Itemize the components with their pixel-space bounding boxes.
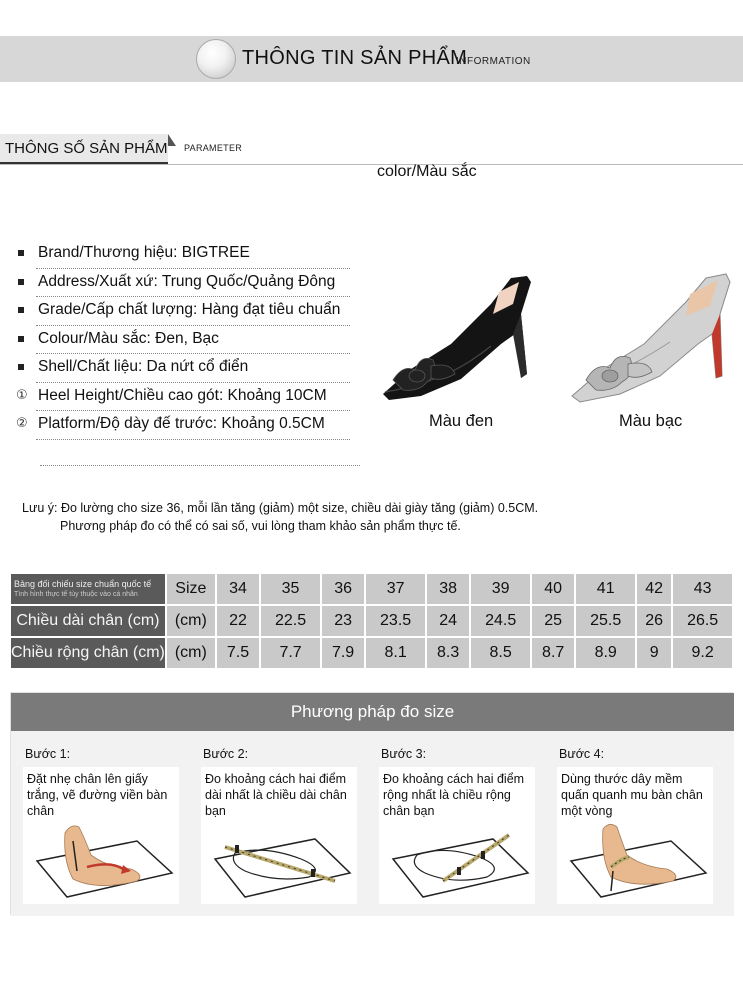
value-cell: 7.7 (260, 637, 321, 669)
circled-one-icon: ① (16, 386, 28, 402)
spec-text: Brand/Thương hiệu: BIGTREE (38, 244, 250, 261)
step-label: Bước 4: (559, 747, 605, 761)
square-bullet-icon (18, 364, 24, 370)
spec-item (18, 270, 350, 299)
spec-item (18, 298, 350, 327)
value-cell: 23 (321, 605, 365, 637)
value-cell: 8.7 (531, 637, 575, 669)
banner-circle-icon (196, 39, 236, 79)
value-cell: 8.5 (470, 637, 531, 669)
spec-item (18, 355, 350, 384)
value-cell: 23.5 (365, 605, 426, 637)
divider (40, 465, 360, 466)
note-line-1: Lưu ý: Đo lường cho size 36, mỗi lần tăng (giảm) một size, chiều dài giày tăng (giảm) 0.5CM. (22, 501, 539, 515)
table-row (10, 573, 733, 605)
value-cell: 8.9 (575, 637, 636, 669)
value-cell: 26 (636, 605, 672, 637)
step-label: Bước 1: (25, 747, 71, 761)
step-4 (551, 731, 716, 916)
step-card (379, 767, 535, 904)
parameter-header (0, 134, 743, 166)
square-bullet-icon (18, 307, 24, 313)
table-row (10, 605, 733, 637)
size-cell: 40 (531, 573, 575, 605)
spec-text: Grade/Cấp chất lượng: Hàng đạt tiêu chuẩn (38, 301, 341, 318)
value-cell: 24.5 (470, 605, 531, 637)
step-card (201, 767, 357, 904)
foot-width-illustration (383, 811, 533, 901)
value-cell: 26.5 (672, 605, 733, 637)
measure-method-section (10, 692, 733, 915)
unit-cell: (cm) (166, 637, 216, 669)
color-heading: color/Màu sắc (377, 163, 477, 180)
spec-list (18, 241, 350, 441)
step-description: Đặt nhẹ chân lên giấy trắng, vẽ đường viền bàn chân (27, 772, 168, 818)
size-chart-table (9, 572, 734, 670)
parameter-title: THÔNG SỐ SẢN PHẨM (5, 140, 168, 157)
note-line-2: Phương pháp đo có thể có sai số, vui lòng tham khảo sản phẩm thực tế. (60, 519, 461, 533)
spec-item (18, 412, 350, 441)
size-cell: 38 (426, 573, 470, 605)
spec-text: Address/Xuất xứ: Trung Quốc/Quảng Đông (38, 272, 336, 290)
value-cell: 25.5 (575, 605, 636, 637)
method-header (11, 693, 734, 731)
table-row (10, 637, 733, 669)
parameter-subtitle: PARAMETER (184, 143, 243, 153)
value-cell: 7.9 (321, 637, 365, 669)
silver-shoe-image (570, 272, 735, 404)
step-label: Bước 2: (203, 747, 249, 761)
step-card (557, 767, 713, 904)
value-cell: 8.3 (426, 637, 470, 669)
banner-subtitle: INFORMATION (456, 56, 531, 67)
step-2 (195, 731, 360, 916)
value-cell: 24 (426, 605, 470, 637)
parameter-title-box (0, 134, 168, 162)
spec-text: Colour/Màu sắc: Đen, Bạc (38, 329, 219, 347)
value-cell: 22.5 (260, 605, 321, 637)
corner-triangle-icon (168, 134, 176, 146)
size-cell: 42 (636, 573, 672, 605)
circled-two-icon: ② (16, 415, 28, 430)
banner-title: THÔNG TIN SẢN PHẨM (242, 47, 468, 69)
spec-item (18, 327, 350, 356)
step-3 (373, 731, 538, 916)
size-cell: 35 (260, 573, 321, 605)
color-option-black: Màu đen (429, 412, 494, 430)
size-cell: 41 (575, 573, 636, 605)
foot-outline-illustration (27, 811, 177, 901)
method-title: Phương pháp đo size (290, 702, 455, 721)
step-description: Đo khoảng cách hai điểm dài nhất là chiều dài chân bạn (205, 772, 347, 818)
divider (0, 164, 743, 165)
tape-measure-illustration (561, 811, 711, 901)
unit-cell: (cm) (166, 605, 216, 637)
value-cell: 9.2 (672, 637, 733, 669)
step-description: Đo khoảng cách hai điểm rộng nhất là chiều rộng chân bạn (383, 772, 525, 818)
square-bullet-icon (18, 250, 24, 256)
color-option-silver: Màu bạc (619, 412, 683, 430)
black-shoe-image (381, 274, 541, 404)
spec-text: Platform/Độ dày đế trước: Khoảng 0.5CM (38, 415, 325, 432)
spec-text: Shell/Chất liệu: Da nứt cổ điển (38, 358, 249, 375)
size-cell: 43 (672, 573, 733, 605)
value-cell: 8.1 (365, 637, 426, 669)
info-banner (0, 36, 743, 82)
size-cell: 36 (321, 573, 365, 605)
row-label: Chiều dài chân (cm) (10, 605, 166, 637)
spec-item (18, 241, 350, 270)
method-steps (11, 731, 734, 916)
value-cell: 9 (636, 637, 672, 669)
spec-item (18, 384, 350, 413)
size-cell: 37 (365, 573, 426, 605)
square-bullet-icon (18, 279, 24, 285)
step-1 (17, 731, 182, 916)
table-head-note: Tình hình thực tế tùy thuộc vào cá nhân (14, 591, 138, 598)
size-cell: 39 (470, 573, 531, 605)
step-card (23, 767, 179, 904)
value-cell: 22 (216, 605, 260, 637)
foot-length-illustration (205, 811, 355, 901)
spec-text: Heel Height/Chiều cao gót: Khoảng 10CM (38, 386, 327, 404)
value-cell: 7.5 (216, 637, 260, 669)
row-label: Chiều rộng chân (cm) (10, 637, 166, 669)
step-description: Dùng thước dây mềm quấn quanh mu bàn chân một vòng (561, 772, 703, 818)
table-head-title: Bảng đối chiếu size chuẩn quốc tế (14, 579, 152, 589)
step-label: Bước 3: (381, 747, 427, 761)
table-head-cell (10, 573, 166, 605)
size-cell: 34 (216, 573, 260, 605)
size-label-cell: Size (166, 573, 216, 605)
value-cell: 25 (531, 605, 575, 637)
square-bullet-icon (18, 336, 24, 342)
